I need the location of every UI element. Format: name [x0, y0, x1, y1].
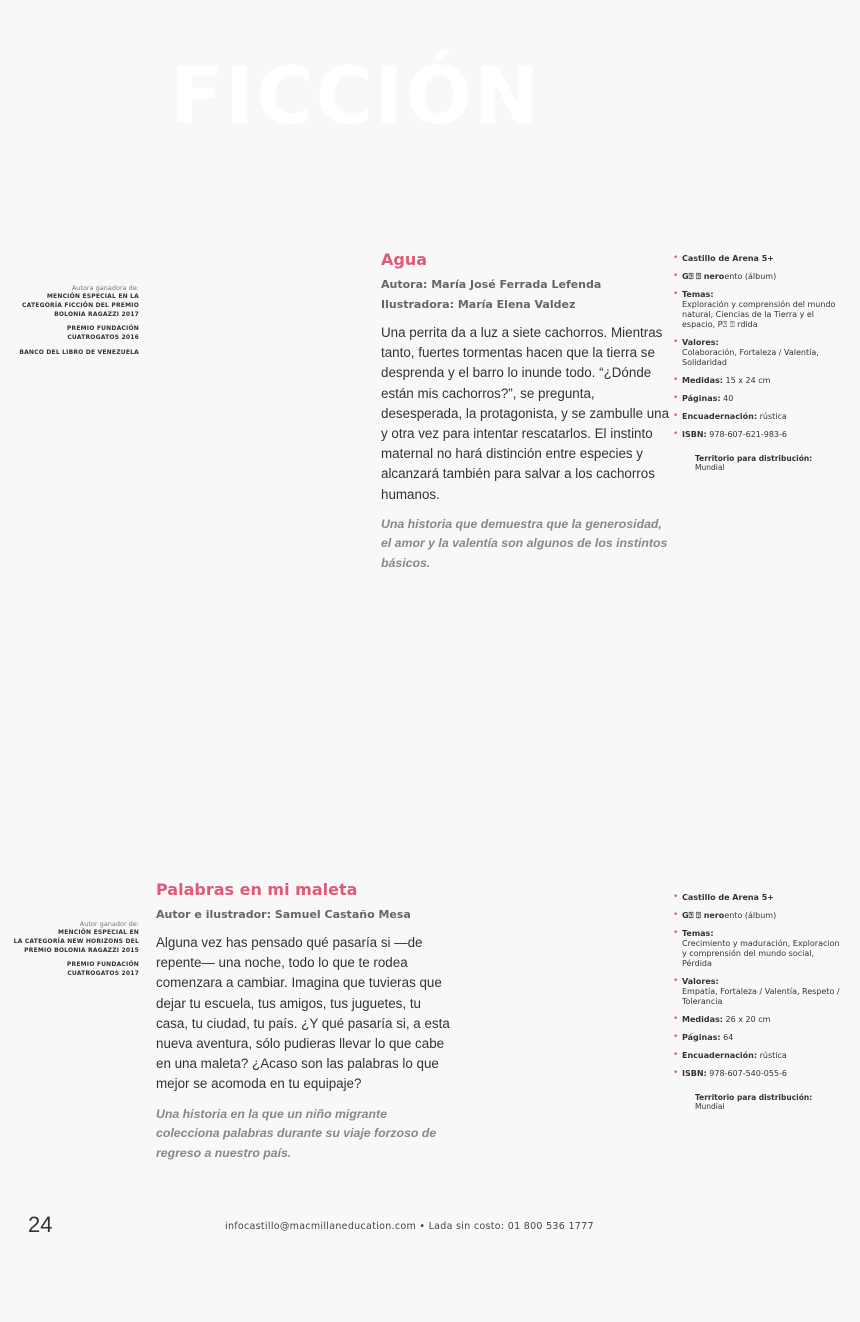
- spec-values: • Valores: Empatía, Fortaleza / Valentía, Respeto / Tolerancia: [673, 976, 840, 1006]
- page-number: 24: [28, 1212, 53, 1237]
- bullet-icon: •: [673, 1032, 679, 1042]
- award-line: LA CATEGORÍA NEW HORIZONS DEL: [13, 938, 139, 946]
- book-illustrator: Ilustradora: María Elena Valdez: [381, 298, 576, 311]
- spec-values: • Valores: Colaboración, Fortaleza / Valentía, Solidaridad: [673, 337, 819, 367]
- book-tagline: Una historia en la que un niño migrante colecciona palabras durante su viaje forzoso de regreso a nuestro país.: [156, 1106, 437, 1160]
- spec-isbn: • ISBN: 978-607-621-983-6: [673, 429, 787, 439]
- bullet-icon: •: [673, 375, 679, 385]
- spec-themes: • Temas: Crecimiento y maduración, Exploracion y comprensión del mundo social, Pérdida: [673, 928, 840, 968]
- award-line: PREMIO FUNDACIÓN: [66, 325, 139, 333]
- book-summary: Alguna vez has pensado qué pasaría si —de repente— una noche, todo lo que te rodea comenzara a cambiar. Imagina que tuvieras que dejar tu escuela, tus amigos, tus juguetes, tu casa, tu ciudad, tu país. ¿Y qué pasaría si, a esta nueva aventura, sólo pudieras llevar lo que cabe en una maleta? ¿Acaso son las palabras lo que mejor se acomoda en tu equipaje?: [156, 935, 450, 1092]
- spec-binding: • Encuadernación: rústica: [673, 1050, 787, 1060]
- spec-pages: • Páginas: 40: [673, 393, 734, 403]
- award-line: MENCIÓN ESPECIAL EN: [58, 929, 139, 937]
- spec-genre: • G⍰ ⍰ neroento (álbum): [673, 271, 777, 281]
- spec-binding: • Encuadernación: rústica: [673, 411, 787, 421]
- bullet-icon: •: [673, 910, 679, 920]
- award-lead: Autor ganador de:: [79, 920, 139, 928]
- bullet-icon: •: [673, 271, 679, 281]
- award-line: CATEGORÍA FICCIÓN DEL PREMIO: [22, 302, 139, 310]
- award-line: CUATROGATOS 2016: [67, 334, 139, 342]
- spec-themes: • Temas: Exploración y comprensión del mundo natural, Ciencias de la Tierra y el espacio, P⍰ ⍰ rdida: [673, 289, 836, 329]
- bullet-icon: •: [673, 892, 679, 902]
- book-title: Agua: [381, 250, 428, 269]
- award-notes-palabras: [0, 920, 139, 979]
- bullet-icon: •: [673, 1050, 679, 1060]
- book-palabras-en-mi-maleta: [156, 880, 451, 1163]
- book-specs-palabras: [673, 893, 843, 1111]
- award-lead: Autora ganadora de:: [71, 284, 139, 292]
- section-title: FICCIÓN: [170, 52, 542, 142]
- book-tagline: Una historia que demuestra que la generosidad, el amor y la valentía son algunos de los instintos básicos.: [381, 516, 668, 570]
- spec-series: • Castillo de Arena 5+: [673, 253, 775, 263]
- award-line: PREMIO FUNDACIÓN: [66, 961, 139, 969]
- book-summary: Una perrita da a luz a siete cachorros. Mientras tanto, fuertes tormentas hacen que la tierra se desprenda y el barro lo inunde todo. “¿Dónde están mis cachorros?”, se pregunta, desesperada, la protagonista, y se zambulle una y otra vez para intentar rescatarlos. El instinto maternal no hará distinción entre especies y alcanzará también para salvar a los cachorros humanos.: [381, 325, 670, 502]
- book-specs-agua: [673, 254, 843, 472]
- spec-series: • Castillo de Arena 5+: [673, 892, 775, 902]
- spec-pages: • Páginas: 64: [673, 1032, 734, 1042]
- award-notes-agua: [0, 284, 139, 358]
- spec-territory: Territorio para distribución: Mundial: [695, 454, 813, 472]
- book-author: Autora: María José Ferrada Lefenda: [381, 278, 602, 291]
- award-line: BANCO DEL LIBRO DE VENEZUELA: [19, 348, 139, 356]
- bullet-icon: •: [673, 928, 679, 938]
- spec-size: • Medidas: 15 x 24 cm: [673, 375, 771, 385]
- bullet-icon: •: [673, 1068, 679, 1078]
- spec-size: • Medidas: 26 x 20 cm: [673, 1014, 771, 1024]
- bullet-icon: •: [673, 1014, 679, 1024]
- spec-genre: • G⍰ ⍰ neroento (álbum): [673, 910, 777, 920]
- bullet-icon: •: [673, 393, 679, 403]
- spec-territory: Territorio para distribución: Mundial: [695, 1093, 813, 1111]
- award-line: BOLONIA RAGAZZI 2017: [54, 310, 139, 318]
- spec-isbn: • ISBN: 978-607-540-055-6: [673, 1068, 787, 1078]
- book-agua: [381, 250, 671, 573]
- footer-contact: infocastillo@macmillaneducation.com • Lada sin costo: 01 800 536 1777: [225, 1221, 594, 1232]
- bullet-icon: •: [673, 976, 679, 986]
- bullet-icon: •: [673, 429, 679, 439]
- bullet-icon: •: [673, 337, 679, 347]
- award-line: PREMIO BOLONIA RAGAZZI 2015: [24, 946, 139, 954]
- award-line: CUATROGATOS 2017: [67, 970, 139, 978]
- book-author-illustrator: Autor e ilustrador: Samuel Castaño Mesa: [156, 908, 411, 921]
- bullet-icon: •: [673, 253, 679, 263]
- bullet-icon: •: [673, 411, 679, 421]
- book-title: Palabras en mi maleta: [156, 880, 358, 899]
- award-line: MENCIÓN ESPECIAL EN LA: [46, 293, 139, 301]
- bullet-icon: •: [673, 289, 679, 299]
